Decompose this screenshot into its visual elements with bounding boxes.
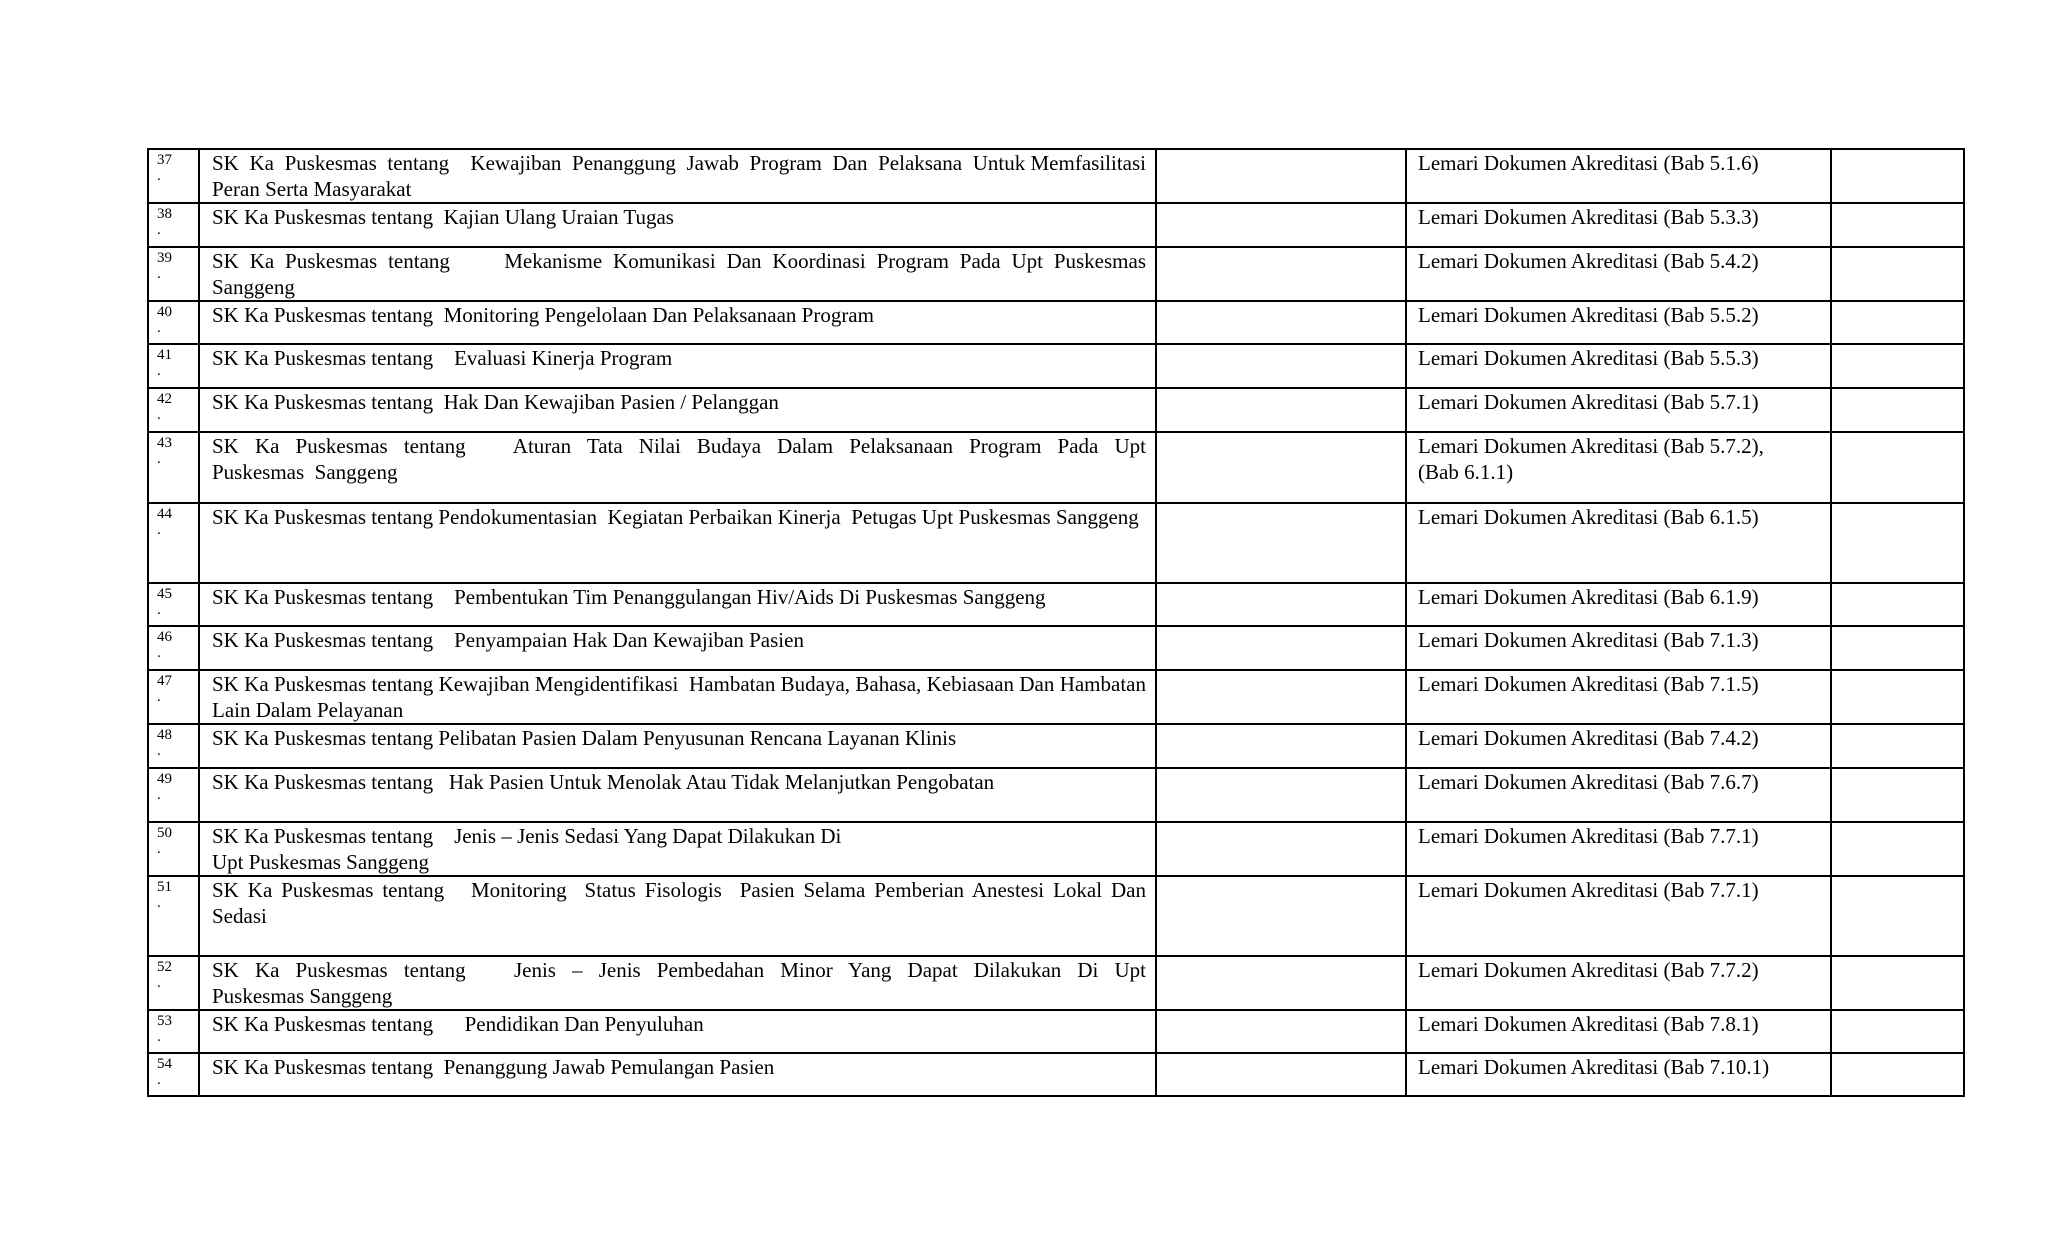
- storage-location-cell: [1406, 1010, 1831, 1053]
- document-title-cell: [199, 724, 1156, 768]
- empty-cell: [1156, 301, 1406, 344]
- row-number-dot: .: [157, 1072, 161, 1088]
- document-title-cell: [199, 503, 1156, 583]
- row-number-cell: [148, 626, 199, 670]
- table-row: [148, 503, 1964, 583]
- row-number-dot: .: [157, 222, 161, 238]
- empty-cell: [1831, 503, 1964, 583]
- row-number-dot: .: [157, 522, 161, 538]
- document-title: SK Ka Puskesmas tentang Evaluasi Kinerja Program: [212, 346, 673, 370]
- row-number-cell: [148, 388, 199, 432]
- document-title-cell: [199, 344, 1156, 388]
- empty-cell: [1156, 822, 1406, 876]
- empty-cell: [1156, 388, 1406, 432]
- document-title: SK Ka Puskesmas tentang Hak Pasien Untuk Menolak Atau Tidak Melanjutkan Pengobatan: [212, 770, 995, 794]
- storage-location: Lemari Dokumen Akreditasi (Bab 7.1.5): [1418, 672, 1759, 696]
- row-number: 46: [157, 629, 172, 645]
- storage-location: Lemari Dokumen Akreditasi (Bab 5.4.2): [1418, 249, 1759, 273]
- storage-location-cell: [1406, 583, 1831, 626]
- row-number-cell: [148, 583, 199, 626]
- row-number-dot: .: [157, 407, 161, 423]
- table-row: [148, 670, 1964, 724]
- storage-location: Lemari Dokumen Akreditasi (Bab 7.7.1): [1418, 824, 1759, 848]
- document-list-table: [147, 148, 1965, 1097]
- document-title-cell: [199, 1053, 1156, 1096]
- document-title: SK Ka Puskesmas tentang Penyampaian Hak Dan Kewajiban Pasien: [212, 628, 804, 652]
- empty-cell: [1831, 876, 1964, 956]
- storage-location: Lemari Dokumen Akreditasi (Bab 7.10.1): [1418, 1055, 1770, 1079]
- table-row: [148, 301, 1964, 344]
- document-title: SK Ka Puskesmas tentang Kewajiban Penanggung Jawab Program Dan Pelaksana Untuk Memfasilitasi Peran Serta Masyarakat: [212, 151, 1152, 201]
- empty-cell: [1156, 626, 1406, 670]
- row-number: 50: [157, 825, 172, 841]
- empty-cell: [1831, 203, 1964, 247]
- row-number-cell: [148, 1010, 199, 1053]
- table-row: [148, 583, 1964, 626]
- row-number: 44: [157, 506, 172, 522]
- storage-location-cell: [1406, 344, 1831, 388]
- row-number-cell: [148, 203, 199, 247]
- document-title-cell: [199, 149, 1156, 203]
- storage-location: Lemari Dokumen Akreditasi (Bab 5.1.6): [1418, 151, 1759, 175]
- row-number: 49: [157, 771, 172, 787]
- storage-location-cell: [1406, 432, 1831, 503]
- storage-location: Lemari Dokumen Akreditasi (Bab 6.1.9): [1418, 585, 1759, 609]
- document-title: SK Ka Puskesmas tentang Hak Dan Kewajiban Pasien / Pelanggan: [212, 390, 779, 414]
- document-title-cell: [199, 432, 1156, 503]
- empty-cell: [1831, 301, 1964, 344]
- storage-location-cell: [1406, 724, 1831, 768]
- row-number: 42: [157, 391, 172, 407]
- row-number-cell: [148, 822, 199, 876]
- empty-cell: [1831, 149, 1964, 203]
- row-number-dot: .: [157, 645, 161, 661]
- table-row: [148, 822, 1964, 876]
- table-row: [148, 768, 1964, 822]
- storage-location-cell: [1406, 670, 1831, 724]
- empty-cell: [1831, 344, 1964, 388]
- row-number: 43: [157, 435, 172, 451]
- row-number-dot: .: [157, 168, 161, 184]
- storage-location: Lemari Dokumen Akreditasi (Bab 5.5.3): [1418, 346, 1759, 370]
- row-number-dot: .: [157, 602, 161, 618]
- document-title-cell: [199, 956, 1156, 1010]
- row-number-cell: [148, 876, 199, 956]
- empty-cell: [1156, 583, 1406, 626]
- row-number-cell: [148, 724, 199, 768]
- document-title: SK Ka Puskesmas tentang Pembentukan Tim Penanggulangan Hiv/Aids Di Puskesmas Sanggeng: [212, 585, 1046, 609]
- document-title-cell: [199, 1010, 1156, 1053]
- table-row: [148, 1053, 1964, 1096]
- document-title: SK Ka Puskesmas tentang Monitoring Pengelolaan Dan Pelaksanaan Program: [212, 303, 874, 327]
- storage-location: Lemari Dokumen Akreditasi (Bab 5.3.3): [1418, 205, 1759, 229]
- document-title: SK Ka Puskesmas tentang Kajian Ulang Uraian Tugas: [212, 205, 674, 229]
- row-number: 47: [157, 673, 172, 689]
- document-title: SK Ka Puskesmas tentang Penanggung Jawab Pemulangan Pasien: [212, 1055, 775, 1079]
- empty-cell: [1831, 1010, 1964, 1053]
- storage-location-cell: [1406, 1053, 1831, 1096]
- storage-location-cell: [1406, 388, 1831, 432]
- row-number-dot: .: [157, 266, 161, 282]
- storage-location: Lemari Dokumen Akreditasi (Bab 7.8.1): [1418, 1012, 1759, 1036]
- storage-location: Lemari Dokumen Akreditasi (Bab 7.6.7): [1418, 770, 1759, 794]
- empty-cell: [1831, 670, 1964, 724]
- row-number-cell: [148, 670, 199, 724]
- table-row: [148, 203, 1964, 247]
- storage-location-cell: [1406, 626, 1831, 670]
- document-title-cell: [199, 203, 1156, 247]
- row-number-cell: [148, 301, 199, 344]
- table-row: [148, 344, 1964, 388]
- document-title-cell: [199, 876, 1156, 956]
- table-row: [148, 876, 1964, 956]
- row-number-dot: .: [157, 975, 161, 991]
- document-title: SK Ka Puskesmas tentang Jenis – Jenis Pembedahan Minor Yang Dapat Dilakukan Di Upt Puskesmas Sanggeng: [212, 958, 1152, 1008]
- row-number-dot: .: [157, 1029, 161, 1045]
- empty-cell: [1831, 724, 1964, 768]
- document-title-cell: [199, 301, 1156, 344]
- row-number: 39: [157, 250, 172, 266]
- document-title-cell: [199, 388, 1156, 432]
- table-row: [148, 626, 1964, 670]
- empty-cell: [1831, 956, 1964, 1010]
- row-number-cell: [148, 768, 199, 822]
- document-title: SK Ka Puskesmas tentang Kewajiban Mengidentifikasi Hambatan Budaya, Bahasa, Kebiasaan Dan Hambatan Lain Dalam Pelayanan: [212, 672, 1152, 722]
- table-row: [148, 1010, 1964, 1053]
- document-title: SK Ka Puskesmas tentang Pendidikan Dan Penyuluhan: [212, 1012, 704, 1036]
- document-title: SK Ka Puskesmas tentang Pelibatan Pasien Dalam Penyusunan Rencana Layanan Klinis: [212, 726, 957, 750]
- row-number-dot: .: [157, 743, 161, 759]
- storage-location-cell: [1406, 956, 1831, 1010]
- empty-cell: [1156, 344, 1406, 388]
- row-number: 41: [157, 347, 172, 363]
- document-title-cell: [199, 583, 1156, 626]
- storage-location: Lemari Dokumen Akreditasi (Bab 5.5.2): [1418, 303, 1759, 327]
- table-row: [148, 432, 1964, 503]
- empty-cell: [1831, 1053, 1964, 1096]
- row-number-cell: [148, 149, 199, 203]
- table-row: [148, 247, 1964, 301]
- empty-cell: [1156, 1010, 1406, 1053]
- document-title-cell: [199, 626, 1156, 670]
- row-number: 37: [157, 152, 172, 168]
- storage-location-cell: [1406, 301, 1831, 344]
- storage-location: Lemari Dokumen Akreditasi (Bab 5.7.2), (Bab 6.1.1): [1418, 434, 1764, 484]
- storage-location: Lemari Dokumen Akreditasi (Bab 7.7.1): [1418, 878, 1759, 902]
- document-title-cell: [199, 247, 1156, 301]
- document-title-cell: [199, 822, 1156, 876]
- row-number-dot: .: [157, 895, 161, 911]
- storage-location-cell: [1406, 203, 1831, 247]
- document-title: SK Ka Puskesmas tentang Pendokumentasian Kegiatan Perbaikan Kinerja Petugas Upt Puskesmas Sanggeng: [212, 505, 1139, 529]
- row-number-dot: .: [157, 689, 161, 705]
- row-number: 54: [157, 1056, 172, 1072]
- empty-cell: [1831, 432, 1964, 503]
- empty-cell: [1156, 956, 1406, 1010]
- storage-location-cell: [1406, 876, 1831, 956]
- table-row: [148, 388, 1964, 432]
- row-number-dot: .: [157, 363, 161, 379]
- table-row: [148, 149, 1964, 203]
- table-body: [148, 149, 1964, 1096]
- row-number-cell: [148, 432, 199, 503]
- row-number: 48: [157, 727, 172, 743]
- empty-cell: [1831, 822, 1964, 876]
- document-title-cell: [199, 768, 1156, 822]
- storage-location: Lemari Dokumen Akreditasi (Bab 7.7.2): [1418, 958, 1759, 982]
- row-number-cell: [148, 344, 199, 388]
- empty-cell: [1156, 1053, 1406, 1096]
- empty-cell: [1156, 768, 1406, 822]
- storage-location: Lemari Dokumen Akreditasi (Bab 6.1.5): [1418, 505, 1759, 529]
- document-title-cell: [199, 670, 1156, 724]
- empty-cell: [1156, 203, 1406, 247]
- row-number: 51: [157, 879, 172, 895]
- row-number: 53: [157, 1013, 172, 1029]
- row-number: 45: [157, 586, 172, 602]
- empty-cell: [1831, 626, 1964, 670]
- storage-location-cell: [1406, 149, 1831, 203]
- row-number-cell: [148, 247, 199, 301]
- storage-location-cell: [1406, 503, 1831, 583]
- row-number-dot: .: [157, 451, 161, 467]
- empty-cell: [1831, 768, 1964, 822]
- document-title: SK Ka Puskesmas tentang Monitoring Status Fisologis Pasien Selama Pemberian Anestesi Lokal Dan Sedasi: [212, 878, 1152, 928]
- empty-cell: [1156, 670, 1406, 724]
- storage-location: Lemari Dokumen Akreditasi (Bab 7.4.2): [1418, 726, 1759, 750]
- row-number-cell: [148, 956, 199, 1010]
- storage-location-cell: [1406, 247, 1831, 301]
- storage-location: Lemari Dokumen Akreditasi (Bab 5.7.1): [1418, 390, 1759, 414]
- storage-location-cell: [1406, 768, 1831, 822]
- empty-cell: [1156, 503, 1406, 583]
- row-number-cell: [148, 503, 199, 583]
- document-title: SK Ka Puskesmas tentang Jenis – Jenis Sedasi Yang Dapat Dilakukan Di Upt Puskesmas Sanggeng: [212, 824, 842, 874]
- document-title: SK Ka Puskesmas tentang Aturan Tata Nilai Budaya Dalam Pelaksanaan Program Pada Upt Puskesmas Sanggeng: [212, 434, 1152, 484]
- empty-cell: [1156, 876, 1406, 956]
- row-number-dot: .: [157, 841, 161, 857]
- row-number-cell: [148, 1053, 199, 1096]
- row-number: 40: [157, 304, 172, 320]
- table-row: [148, 724, 1964, 768]
- row-number: 38: [157, 206, 172, 222]
- empty-cell: [1831, 247, 1964, 301]
- empty-cell: [1156, 432, 1406, 503]
- empty-cell: [1831, 388, 1964, 432]
- empty-cell: [1156, 724, 1406, 768]
- empty-cell: [1156, 149, 1406, 203]
- empty-cell: [1831, 583, 1964, 626]
- empty-cell: [1156, 247, 1406, 301]
- document-title: SK Ka Puskesmas tentang Mekanisme Komunikasi Dan Koordinasi Program Pada Upt Puskesmas Sanggeng: [212, 249, 1152, 299]
- storage-location-cell: [1406, 822, 1831, 876]
- row-number-dot: .: [157, 320, 161, 336]
- row-number-dot: .: [157, 787, 161, 803]
- table-row: [148, 956, 1964, 1010]
- storage-location: Lemari Dokumen Akreditasi (Bab 7.1.3): [1418, 628, 1759, 652]
- row-number: 52: [157, 959, 172, 975]
